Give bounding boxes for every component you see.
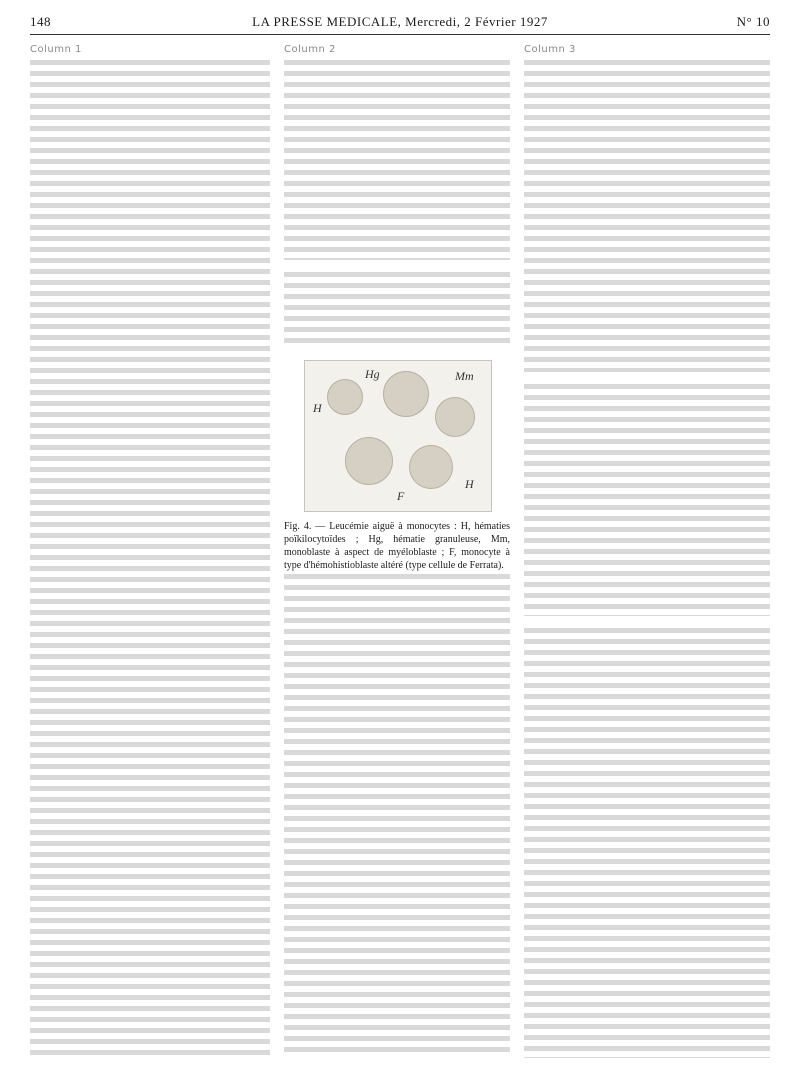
column-1-text-placeholder [30,60,270,1058]
cell-mark [345,437,393,485]
column-3 [524,44,770,1058]
figure-label: Mm [455,369,474,383]
cell-mark [435,397,475,437]
case-summary-placeholder [284,272,510,346]
column-3-text-lower-placeholder [524,628,770,1058]
column-2-text-lower-placeholder [284,574,510,1058]
micrograph-figure [304,360,492,512]
column-3-tag: Column 3 [524,44,576,55]
header-rule [30,34,770,35]
column-3-text-upper-placeholder [524,60,770,372]
cell-mark [409,445,453,489]
running-head [30,14,770,36]
journal-title: LA PRESSE MEDICALE, Mercredi, 2 Février 1927 [252,14,548,29]
column-2-tag: Column 2 [284,44,336,55]
column-3-text-middle-placeholder [524,384,770,616]
column-2 [284,44,510,1058]
issue-number: N° 10 [736,14,770,29]
figure-label: H [465,477,474,491]
cell-mark [327,379,363,415]
column-2-text-upper-placeholder [284,60,510,260]
cell-mark [383,371,429,417]
column-1 [30,44,270,1058]
figure-label: F [397,489,405,503]
page-number: 148 [30,14,51,29]
column-1-tag: Column 1 [30,44,82,55]
figure-label: Hg [365,367,380,381]
figure-caption: Fig. 4. — Leucémie aiguë à monocytes : H, hématies poïkilocytoïdes ; Hg, hématie granuleuse, Mm, monoblaste à aspect de myéloblaste ; F, monocyte à type d'hémohistioblaste altéré (type cellule de Ferrata). [284,521,510,571]
figure-label: H [313,401,322,415]
